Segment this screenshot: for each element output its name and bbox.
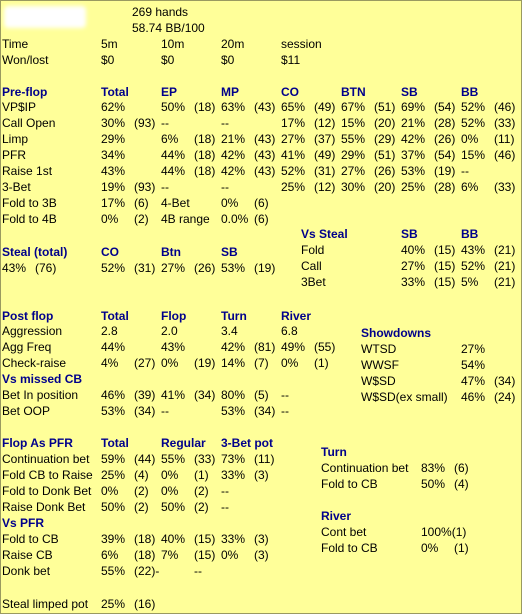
stat-value: -- [194,564,202,578]
postflop-col-river: River [281,309,312,323]
stat-sample: (33) [494,180,516,194]
stat-value: 62% [101,100,126,114]
stat-label-wwsf: WWSF [361,358,399,372]
postflop-col-turn: Turn [221,309,247,323]
stat-sample: (4) [454,477,469,491]
stat-value: 80% [221,388,246,402]
stat-value: -- [281,388,289,402]
stat-value: 0% [461,132,479,146]
stat-value: 65% [281,100,306,114]
stat-value: 30% [341,180,366,194]
stat-sample: (54) [434,148,456,162]
stat-sample: (21) [494,243,516,257]
stat-sample: (26) [434,132,456,146]
stat-label-raise-first: Raise 1st [2,164,53,178]
stat-value: 42% [401,132,426,146]
stat-label-steal-limped-pot: Steal limped pot [2,597,89,611]
stat-value: 3.4 [221,324,238,338]
stat-sample: (1) [194,468,209,482]
stat-sample: (44) [134,452,156,466]
stat-sample: (43) [254,164,276,178]
stat-sample: (1) [454,541,469,555]
flop-pfr-col-total: Total [101,436,129,450]
stat-sample: (93) [134,180,156,194]
stat-sample: (21) [494,259,516,273]
stat-value: 83% [421,461,446,475]
stat-sample: (20) [374,180,396,194]
steal-col-sb: SB [221,245,238,259]
stat-sample: (18) [194,100,216,114]
stat-sample: (18) [194,148,216,162]
stat-value: 55% [161,452,186,466]
stat-sample: (43) [254,132,276,146]
stat-value: 33% [401,275,426,289]
stat-value: 73% [221,452,246,466]
preflop-col-btn: BTN [341,85,366,99]
stat-sample: (12) [314,116,336,130]
stat-value: 42% [221,340,246,354]
stat-label-fold-to-cb: Fold to CB [2,532,59,546]
stat-label-raise-cb: Raise CB [2,548,53,562]
stat-value: 27% [461,342,486,356]
stat-value: 41% [281,148,306,162]
stat-value: 52% [281,164,306,178]
stat-sample: (18) [194,164,216,178]
stat-sample: (1) [314,356,329,370]
stat-sample: (19) [434,164,456,178]
stat-value: 52% [461,100,486,114]
stat-value: 0% [281,356,299,370]
stat-value: 100%(1) [421,525,467,539]
stat-value: 42% [221,164,246,178]
stat-value: -- [161,404,169,418]
stat-value: 52% [101,261,126,275]
stat-sample: (76) [35,261,57,275]
player-name-redacted [4,6,86,28]
stat-value: 27% [281,132,306,146]
stat-sample: (33) [494,116,516,130]
stat-label-fold-cb-to-raise: Fold CB to Raise [2,468,93,482]
stat-sample: (15) [194,548,216,562]
river-title: River [321,509,352,523]
stat-value: -- [281,404,289,418]
wonlost-label: Won/lost [2,53,49,67]
stat-sample: (15) [434,243,456,257]
stat-value: 25% [101,468,126,482]
stat-sample: (3) [254,532,269,546]
stat-value: 0% [161,468,179,482]
stat-label-vs-steal-call: Call [301,259,322,273]
stat-label-donk-bet: Donk bet [2,564,51,578]
stat-label-turn-fold-to-cb: Fold to CB [321,477,378,491]
stat-value: 43% [161,340,186,354]
stat-value: 21% [401,116,426,130]
stat-sample: (4) [134,468,149,482]
stat-value: 67% [341,100,366,114]
stat-sample: (43) [254,100,276,114]
stat-label-bet-oop: Bet OOP [2,404,51,418]
preflop-col-sb: SB [401,85,418,99]
stat-label-fold-to-4b: Fold to 4B [2,212,57,226]
stat-value: 6.8 [281,324,298,338]
stat-value: 59% [101,452,126,466]
stat-sample: (81) [254,340,276,354]
winrate: 58.74 BB/100 [132,21,205,35]
stat-value: 29% [101,132,126,146]
stat-sample: (21) [494,275,516,289]
stat-label-river-fold-to-cb: Fold to CB [321,541,378,555]
stat-value: 55% [341,132,366,146]
wonlost-session: $11 [281,53,301,67]
stat-value: 44% [161,148,186,162]
stat-value: 0% [221,196,239,210]
stat-sample: (37) [314,132,336,146]
stat-sample: (6) [254,196,269,210]
flop-pfr-col-3bet-pot: 3-Bet pot [221,436,273,450]
stat-sample: (49) [314,148,336,162]
stat-value: 53% [401,164,426,178]
stat-label-check-raise: Check-raise [2,356,67,370]
stat-value: -- [221,116,229,130]
stat-value: 6% [161,132,179,146]
stat-value: 50% [161,500,186,514]
vs-steal-col-sb: SB [401,227,418,241]
stat-sample: (2) [194,484,209,498]
stat-sample: (31) [314,164,336,178]
stat-label-pfr: PFR [2,148,26,162]
stat-label-fold-to-3b: Fold to 3B [2,196,57,210]
vs-pfr-title: Vs PFR [2,516,45,530]
stat-sample: (34) [254,404,276,418]
stat-value: 29% [341,148,366,162]
stat-sample: (12) [314,180,336,194]
stat-label-river-cont-bet: Cont bet [321,525,367,539]
stat-sample: (16) [134,597,156,611]
stat-sample: (26) [194,261,216,275]
stat-value: 21% [221,132,246,146]
stat-value: 0% [101,484,119,498]
stat-label-raise-donk-bet: Raise Donk Bet [2,500,86,514]
stat-label-call-open: Call Open [2,116,56,130]
time-col-10m: 10m [161,37,185,51]
stat-value: 6% [101,548,119,562]
stat-value: 47% [461,374,486,388]
stat-label-bet-in-position: Bet In position [2,388,79,402]
stat-sample: (6) [134,196,149,210]
wonlost-20m: $0 [221,53,235,67]
stat-label-4bet: 4-Bet [161,196,190,210]
stat-label-aggression: Aggression [2,324,63,338]
stat-value: 27% [401,259,426,273]
time-label: Time [2,37,29,51]
stat-sample: (51) [374,148,396,162]
stat-label-wsd: W$SD [361,374,396,388]
stat-value: 46% [101,388,126,402]
stat-value: 53% [221,261,246,275]
stat-label-4b-range: 4B range [161,212,210,226]
vs-steal-title: Vs Steal [301,227,348,241]
stat-sample: (31) [134,261,156,275]
stat-value: 53% [221,404,246,418]
stat-sample: (3) [254,548,269,562]
stat-sample: (34) [134,404,156,418]
stat-sample: (2) [134,500,149,514]
stat-value: 43% [101,164,126,178]
stat-sample: (49) [314,100,336,114]
stat-sample: (15) [434,275,456,289]
time-col-20m: 20m [221,37,245,51]
stat-value: 40% [401,243,426,257]
stat-value: 69% [401,100,426,114]
stat-label-continuation-bet: Continuation bet [2,452,90,466]
stat-value: 33% [221,532,246,546]
hands-count: 269 hands [132,5,189,19]
stat-sample: (11) [254,452,275,466]
stat-value: 63% [221,100,246,114]
stat-sample: (15) [194,532,216,546]
vs-missed-cb-title: Vs missed CB [2,372,83,386]
stat-value: 50% [161,100,186,114]
stat-sample: (5) [254,388,269,402]
stat-value: -- [161,116,169,130]
stat-value: 34% [101,148,126,162]
stat-value: 52% [461,259,486,273]
stat-sample: (26) [374,164,396,178]
stat-value: 0% [221,548,239,562]
stat-label-turn-cbet: Continuation bet [321,461,409,475]
stat-sample: (3) [254,468,269,482]
stat-sample: (43) [254,148,276,162]
stat-label-fold-to-donk-bet: Fold to Donk Bet [2,484,92,498]
stat-value: 42% [221,148,246,162]
stat-value: 14% [221,356,246,370]
stat-value: 41% [161,388,186,402]
stat-sample: (2) [134,484,149,498]
stat-value: 30% [101,116,126,130]
stat-sample: (19) [254,261,276,275]
stat-value: 55% [101,564,126,578]
time-col-session: session [281,37,322,51]
postflop-col-flop: Flop [161,309,187,323]
stat-sample: (39) [134,388,156,402]
stat-sample: (54) [434,100,456,114]
stat-label-3bet: 3-Bet [2,180,31,194]
stat-sample: (34) [494,374,516,388]
preflop-col-mp: MP [221,85,239,99]
stat-label-agg-freq: Agg Freq [2,340,52,354]
stat-sample: (28) [434,180,456,194]
vs-steal-col-bb: BB [461,227,479,241]
stat-value: -- [221,180,229,194]
preflop-col-total: Total [101,85,129,99]
stat-sample: (55) [314,340,336,354]
stat-sample: (15) [434,259,456,273]
turn-title: Turn [321,445,347,459]
stat-value: 19% [101,180,126,194]
stat-sample: (22)- [134,564,160,578]
stat-value: 5% [461,275,479,289]
stat-value: 4% [101,356,119,370]
stat-value: 25% [101,597,126,611]
stat-sample: (18) [134,548,156,562]
stat-label-wsd-ex-small: W$SD(ex small) [361,390,448,404]
stat-value: 44% [101,340,126,354]
stat-value: -- [221,500,229,514]
stat-value: 0% [421,541,439,555]
stat-value: 0% [101,212,119,226]
stat-sample: (33) [194,452,216,466]
stat-value: 43% [461,243,486,257]
stat-value: 0.0% [221,212,249,226]
stat-value: 46% [461,390,486,404]
steal-col-btn: Btn [161,245,181,259]
stat-sample: (20) [374,116,396,130]
stat-value: 49% [281,340,306,354]
steal-title: Steal (total) [2,245,68,259]
stat-value: 2.8 [101,324,118,338]
stat-value: 0% [161,356,179,370]
stat-value: 25% [281,180,306,194]
stat-value: 27% [161,261,186,275]
stat-sample: (6) [454,461,469,475]
preflop-title: Pre-flop [2,85,48,99]
stat-label-vs-steal-3bet: 3Bet [301,275,326,289]
stat-sample: (93) [134,116,156,130]
stat-value: -- [221,484,229,498]
preflop-col-ep: EP [161,85,178,99]
stat-sample: (24) [494,390,516,404]
flop-pfr-col-regular: Regular [161,436,206,450]
stat-value: 2.0 [161,324,178,338]
stat-sample: (2) [194,500,209,514]
stat-value: 33% [221,468,246,482]
stat-value: 37% [401,148,426,162]
steal-col-co: CO [101,245,119,259]
stat-value: 50% [421,477,446,491]
postflop-title: Post flop [2,309,54,323]
stat-sample: (51) [374,100,396,114]
stat-label-limp: Limp [2,132,29,146]
stat-value: 39% [101,532,126,546]
stat-value: 53% [101,404,126,418]
stat-value: 40% [161,532,186,546]
stat-value: 25% [401,180,426,194]
stat-value: -- [461,164,469,178]
time-col-5m: 5m [101,37,118,51]
stat-sample: (11) [494,132,515,146]
stat-value: 43% [2,261,27,275]
stat-value: 50% [101,500,126,514]
stat-sample: (28) [434,116,456,130]
postflop-col-total: Total [101,309,129,323]
stat-value: 7% [161,548,179,562]
preflop-col-co: CO [281,85,299,99]
stat-sample: (29) [374,132,396,146]
stat-sample: (7) [254,356,269,370]
stat-value: 6% [461,180,479,194]
stat-sample: (18) [134,532,156,546]
stat-value: 52% [461,116,486,130]
preflop-col-bb: BB [461,85,479,99]
stat-value: 54% [461,358,486,372]
wonlost-10m: $0 [161,53,175,67]
stat-value: 27% [341,164,366,178]
stat-sample: (19) [194,356,216,370]
stat-value: 17% [281,116,306,130]
stat-value: -- [161,180,169,194]
stat-value: 15% [461,148,486,162]
stat-label-wtsd: WTSD [361,342,397,356]
stat-value: 44% [161,164,186,178]
stat-sample: (46) [494,100,516,114]
stat-label-vpip: VP$IP [2,100,37,114]
flop-pfr-title: Flop As PFR [2,436,73,450]
stat-sample: (27) [134,356,156,370]
wonlost-5m: $0 [101,53,115,67]
stat-sample: (34) [194,388,216,402]
stat-sample: (46) [494,148,516,162]
stat-value: 15% [341,116,366,130]
stat-value: 0% [161,484,179,498]
stat-sample: (18) [194,132,216,146]
stat-sample: (6) [254,212,269,226]
stat-sample: (2) [134,212,149,226]
showdowns-title: Showdowns [361,326,431,340]
stat-value: 17% [101,196,126,210]
stat-label-vs-steal-fold: Fold [301,243,325,257]
